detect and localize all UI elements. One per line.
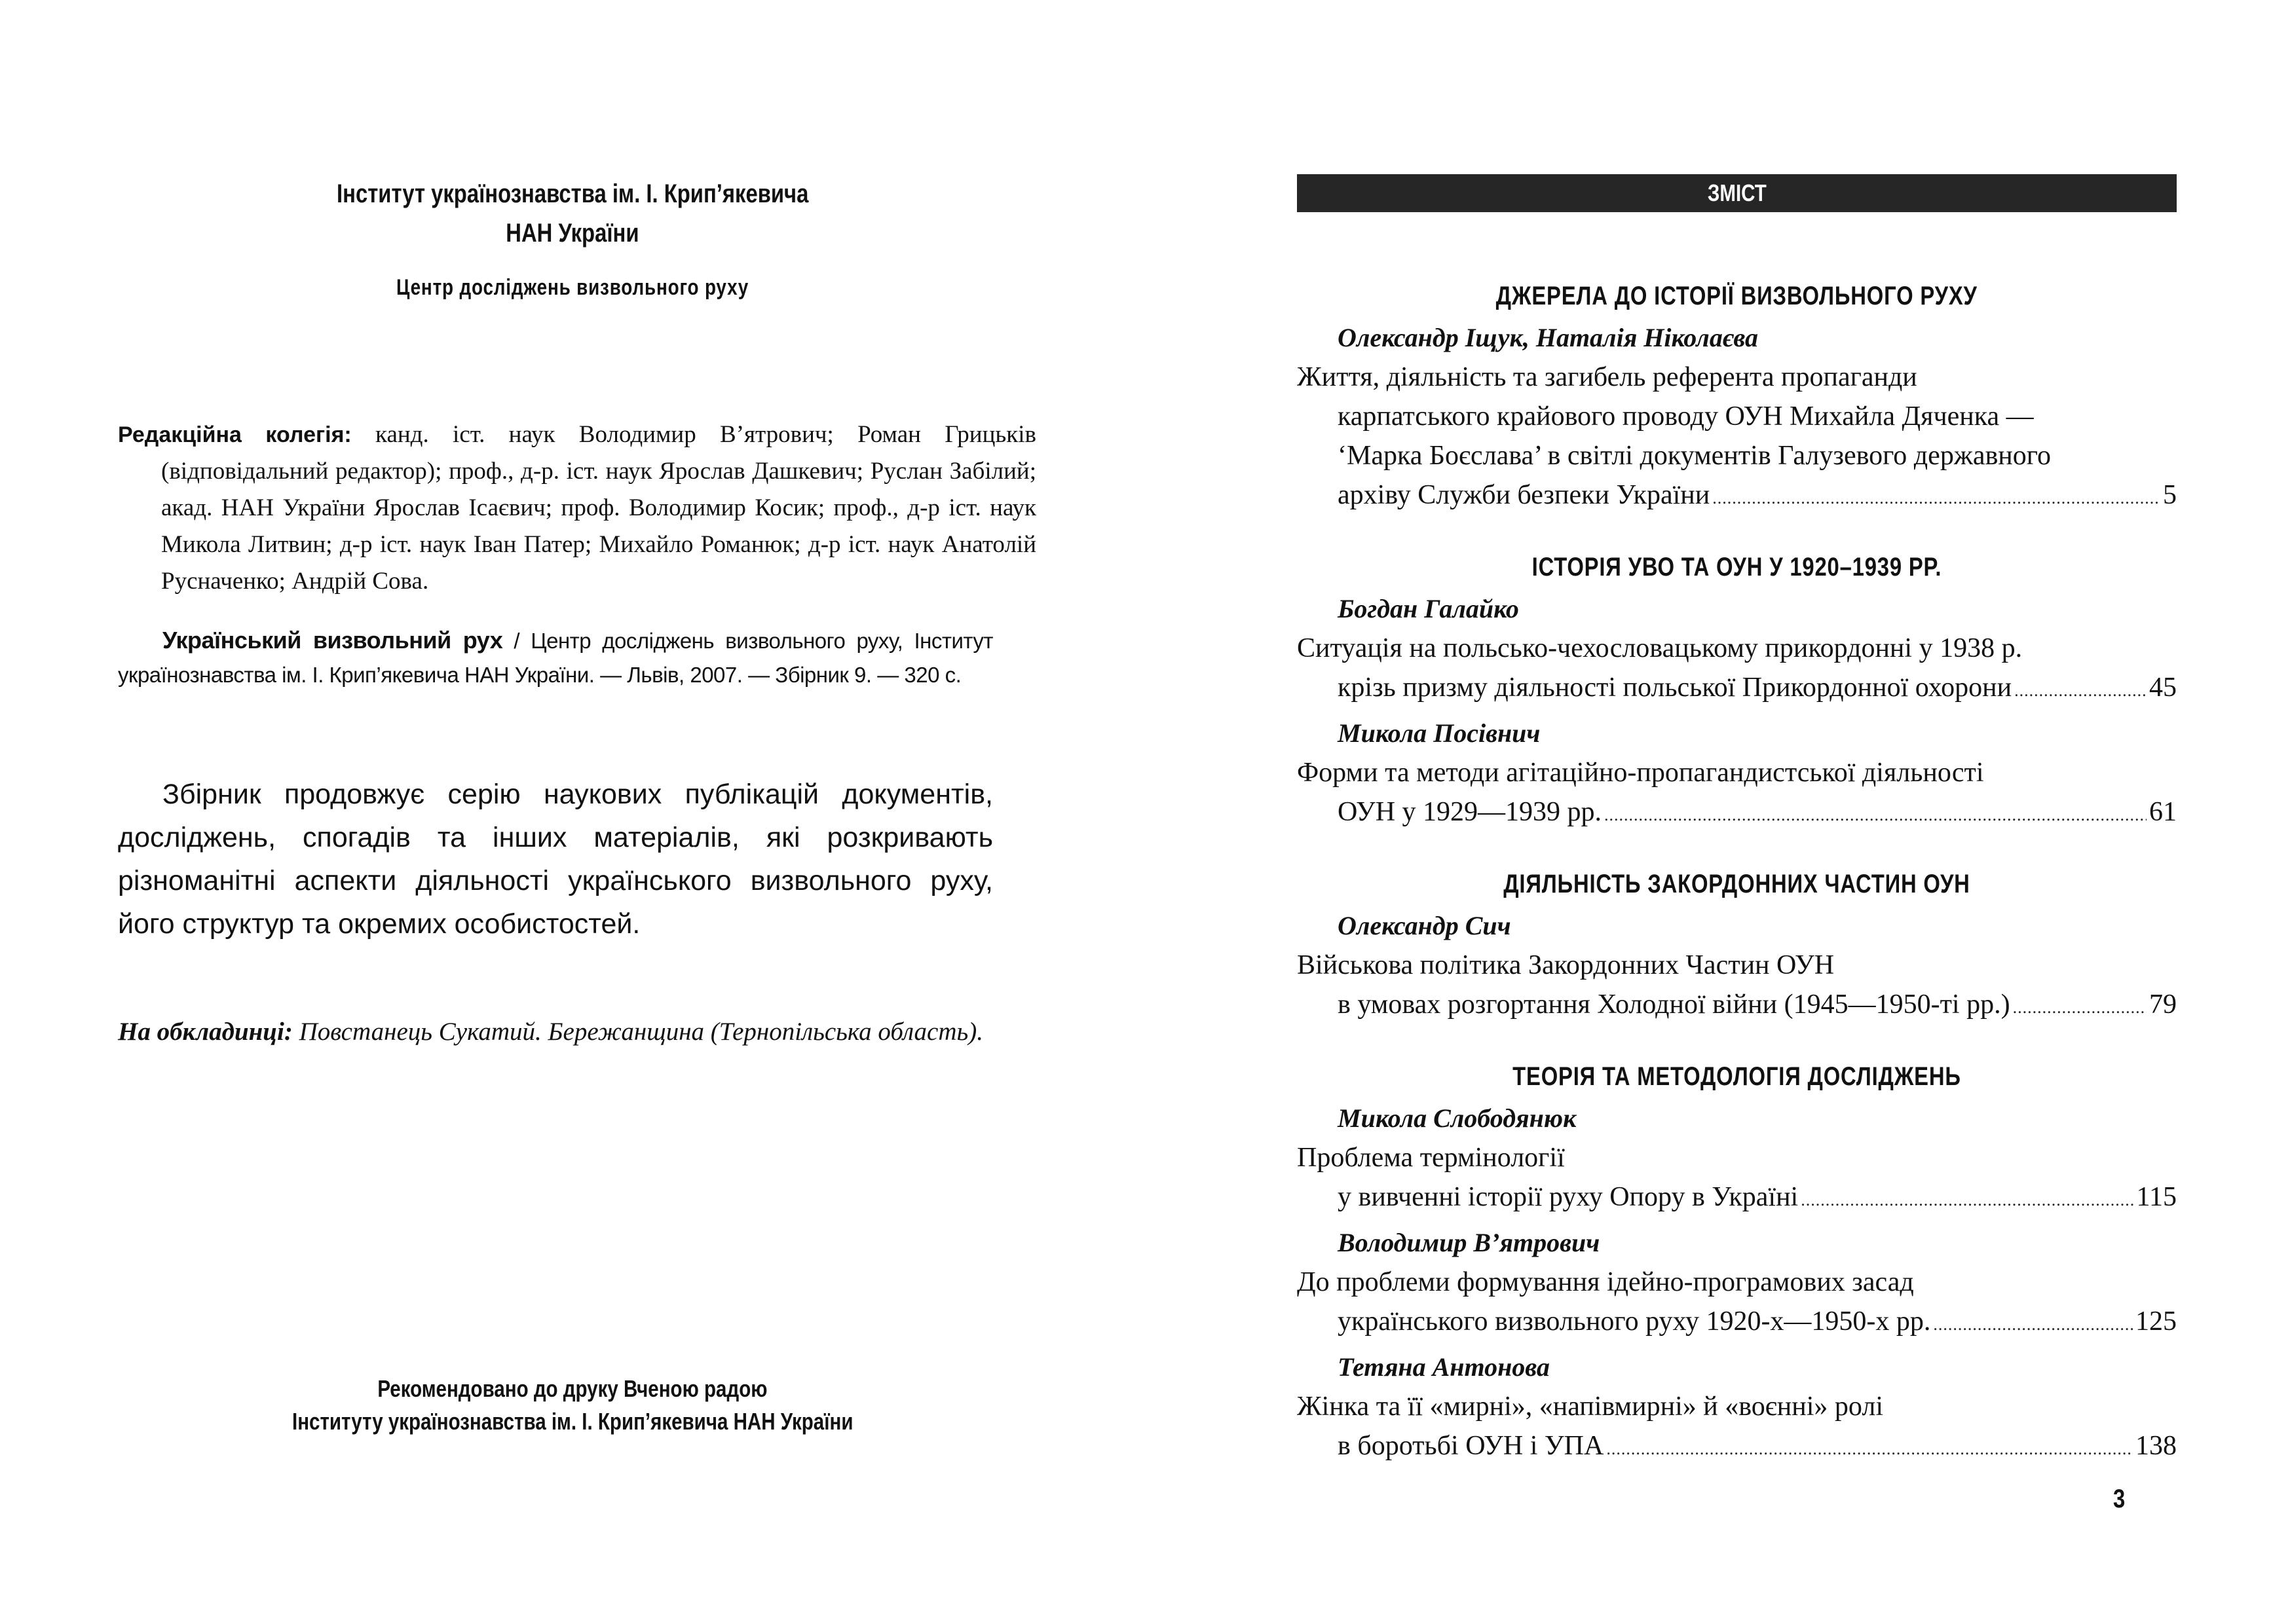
institute-line2: НАН України (506, 219, 639, 248)
entry-title-end: українського визвольного руху 1920-х—1950-х рр. (1338, 1306, 1931, 1337)
entry-title-line[interactable]: Проблема термінології (1297, 1143, 1565, 1173)
leader-dots (2013, 998, 2147, 1018)
entry-page-number: 61 (2149, 797, 2177, 827)
toc-header (1297, 174, 2177, 212)
entry-author: Тетяна Антонова (1338, 1352, 1550, 1382)
toc-entry-last-line[interactable] (1338, 1430, 2177, 1462)
toc-entry-last-line[interactable] (1338, 479, 2177, 511)
toc-header-text: ЗМІСТ (1707, 179, 1767, 206)
entry-title-end: ОУН у 1929—1939 рр. (1338, 797, 1602, 827)
entry-author: Микола Посівнич (1338, 718, 1541, 748)
entry-title-line[interactable]: Форми та методи агітаційно-пропагандистської діяльності (1297, 758, 1984, 788)
cover-label: На обкладинці: (118, 1018, 293, 1046)
right-page (1145, 0, 2290, 1624)
bibliographic-citation (118, 623, 993, 692)
toc-entry-last-line[interactable] (1338, 1181, 2177, 1213)
entry-author: Олександр Сич (1338, 911, 1511, 940)
entry-title-line[interactable]: Ситуація на польсько-чехословацькому прикордонні у 1938 р. (1297, 633, 2023, 663)
entry-page-number: 5 (2163, 480, 2177, 510)
entry-page-number: 125 (2135, 1306, 2177, 1337)
institute-line1: Інститут українознавства ім. І. Крип’якевича (336, 179, 809, 208)
entry-title-end: крізь призму діяльності польської Прикордонної охорони (1338, 673, 2012, 703)
toc-entry-last-line[interactable] (1338, 989, 2177, 1020)
leader-dots (1606, 1439, 2133, 1459)
recommend-line2-wrap (0, 1408, 1145, 1435)
entry-title-line[interactable]: карпатського крайового проводу ОУН Михайла Дяченка — (1338, 401, 2034, 432)
entry-page-number: 79 (2149, 989, 2177, 1020)
recommend-line1-wrap (0, 1375, 1145, 1403)
recommend-line2: Інституту українознавства ім. І. Крип’якевича НАН України (291, 1408, 854, 1435)
toc-entry-last-line[interactable] (1338, 796, 2177, 828)
section-title: ДІЯЛЬНІСТЬ ЗАКОРДОННИХ ЧАСТИН ОУН (1503, 870, 1970, 898)
entry-title-end: в боротьбі ОУН і УПА (1338, 1431, 1604, 1461)
editorial-board (118, 416, 1036, 600)
entry-page-number: 45 (2149, 673, 2177, 703)
entry-title-end: в умовах розгортання Холодної війни (1945—1950-ті рр.) (1338, 989, 2010, 1020)
toc-entry-last-line[interactable] (1338, 1306, 2177, 1337)
leader-dots (1712, 489, 2160, 508)
leader-dots (1933, 1315, 2133, 1335)
leader-dots (1604, 805, 2147, 825)
leader-dots (2014, 681, 2147, 701)
entry-title-end: архіву Служби безпеки України (1338, 480, 1710, 510)
entry-title-line[interactable]: Життя, діяльність та загибель референта пропаганди (1297, 362, 1917, 392)
citation-text: / Центр досліджень визвольного руху, Інститут українознавства ім. І. Крип’якевича НАН України. — Львів, 2007. — Збірник 9. — 320 с. (118, 629, 993, 687)
center-name: Центр досліджень визвольного руху (396, 275, 749, 300)
entry-author: Микола Слободянюк (1338, 1103, 1577, 1133)
leader-dots (1801, 1190, 2133, 1210)
recommend-line1: Рекомендовано до друку Вченою радою (377, 1375, 768, 1402)
institute-line2-wrap (0, 217, 1145, 248)
section-title: ТЕОРІЯ ТА МЕТОДОЛОГІЯ ДОСЛІДЖЕНЬ (1512, 1062, 1961, 1091)
editorial-text: канд. іст. наук Володимир В’ятрович; Роман Грицьків (відповідальний редактор); проф., д-р. іст. наук Ярослав Дашкевич; Руслан Забілий; акад. НАН України Ярослав Ісаєвич; проф. Володимир Косик; проф., д-р іст. наук Микола Литвин; д-р іст. наук Іван Патер; Михайло Романюк; д-р іст. наук Анатолій Русначенко; Андрій Сова. (161, 421, 1036, 595)
entry-title-line[interactable]: ‘Марка Боєслава’ в світлі документів Галузевого державного (1338, 441, 2051, 471)
institute-line1-wrap (0, 178, 1145, 209)
entry-title-line[interactable]: Жінка та її «мирні», «напівмирні» й «воєнні» ролі (1297, 1392, 1884, 1422)
entry-author: Володимир В’ятрович (1338, 1228, 1600, 1257)
entry-title-line[interactable]: До проблеми формування ідейно-програмових засад (1297, 1267, 1914, 1297)
center-name-wrap (0, 275, 1145, 301)
page-number: 3 (2113, 1485, 2126, 1513)
citation-title: Український визвольний рух (162, 627, 503, 654)
entry-page-number: 138 (2135, 1431, 2177, 1461)
entry-title-line[interactable]: Військова політика Закордонних Частин ОУН (1297, 950, 1835, 980)
entry-author: Олександр Іщук, Наталія Ніколаєва (1338, 323, 1759, 352)
entry-author: Богдан Галайко (1338, 594, 1519, 623)
summary-paragraph: Збірник продовжує серію наукових публікацій документів, досліджень, спогадів та інших матеріалів, які розкривають різноманітні аспекти діяльності українського визвольного руху, його структур та окремих особистостей. (118, 779, 993, 940)
section-title: ІСТОРІЯ УВО ТА ОУН У 1920–1939 РР. (1531, 553, 1942, 581)
section-title: ДЖЕРЕЛА ДО ІСТОРІЇ ВИЗВОЛЬНОГО РУХУ (1495, 282, 1978, 310)
cover-note (118, 1014, 1038, 1050)
toc-entry-last-line[interactable] (1338, 672, 2177, 703)
editorial-label: Редакційна колегія: (118, 422, 352, 447)
cover-text: Повстанець Сукатий. Бережанщина (Тернопільська область). (292, 1018, 983, 1046)
entry-page-number: 115 (2136, 1182, 2177, 1212)
entry-title-end: у вивченні історії руху Опору в Україні (1338, 1182, 1799, 1212)
